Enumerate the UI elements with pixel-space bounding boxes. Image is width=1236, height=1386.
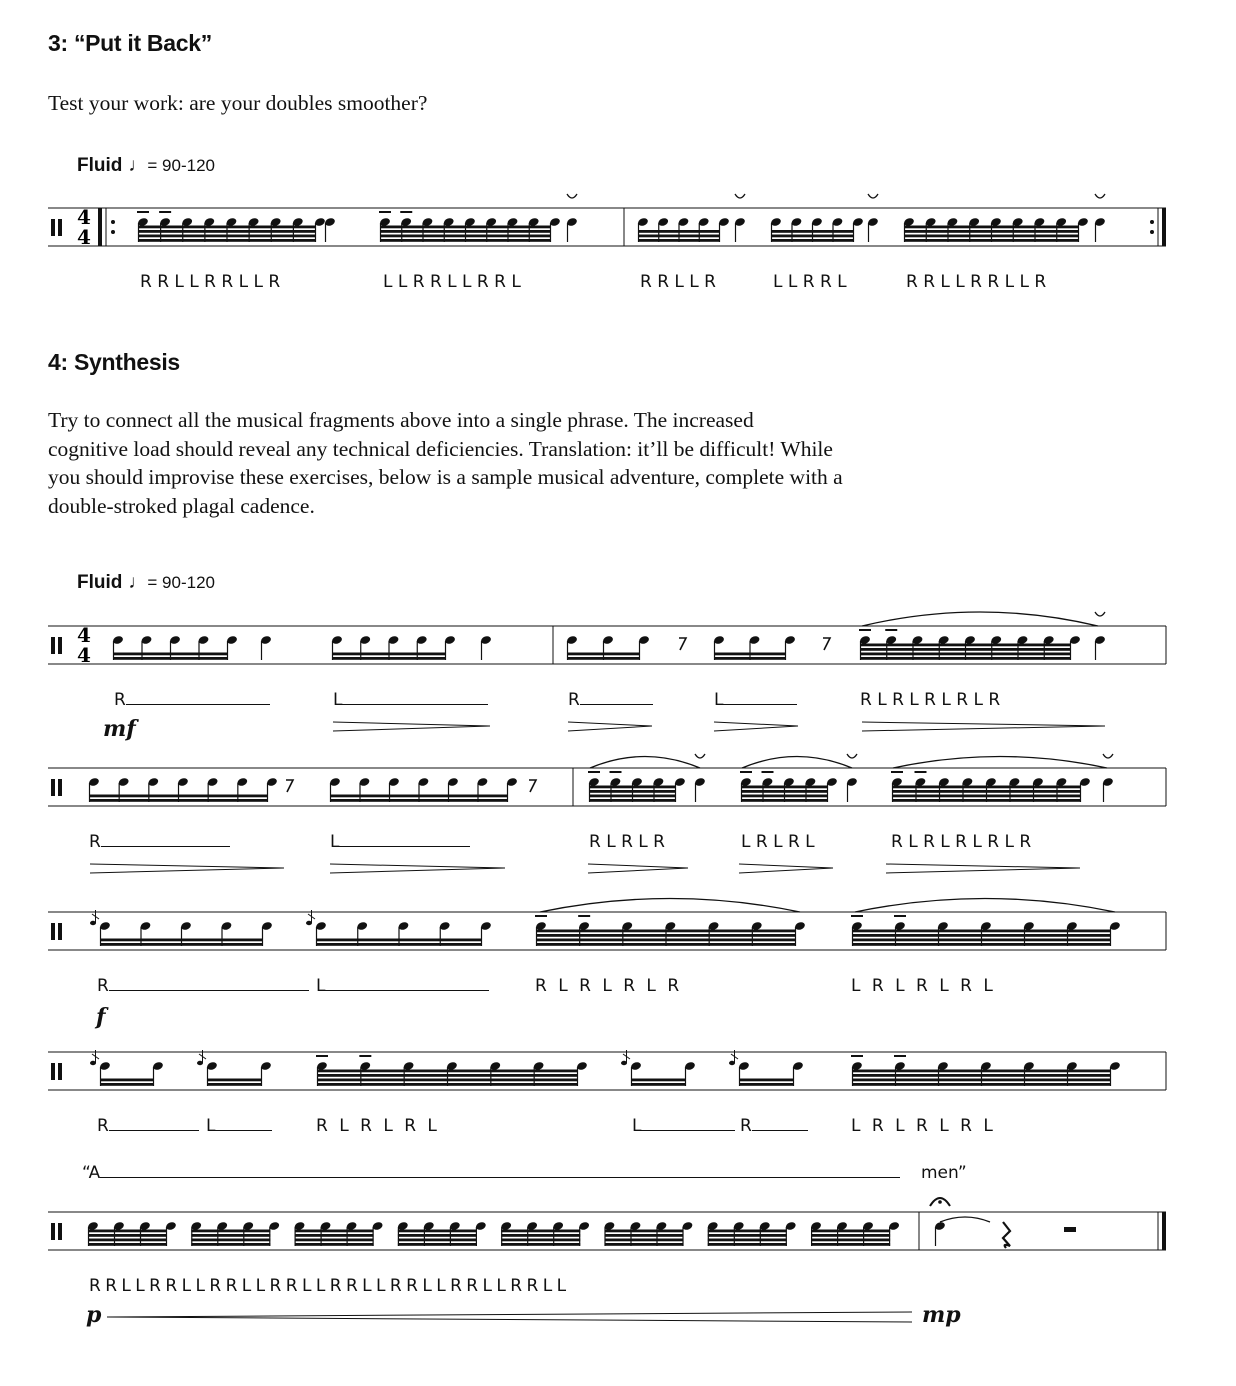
beam <box>852 1079 1111 1082</box>
final-barline <box>1158 1212 1166 1250</box>
beam <box>904 239 1079 242</box>
beam <box>771 230 854 233</box>
beam <box>589 795 676 798</box>
beam <box>295 1234 374 1237</box>
beam <box>501 1239 580 1242</box>
beam <box>860 644 1071 647</box>
sticking-extended: L <box>316 976 489 996</box>
beam <box>89 799 268 802</box>
beam <box>536 934 796 937</box>
beam <box>88 1230 167 1233</box>
beam <box>638 230 720 233</box>
beam <box>380 226 551 229</box>
beam <box>207 1079 262 1082</box>
beam <box>739 1079 794 1082</box>
paragraph-line: double-stroked plagal cadence. <box>48 494 315 519</box>
beam <box>88 1243 167 1246</box>
beam <box>860 653 1071 656</box>
decrescendo-hairpin <box>588 864 688 873</box>
time-signature-bottom: 4 <box>77 643 91 667</box>
percussion-clef-icon <box>51 1223 62 1240</box>
breath-mark <box>868 194 878 198</box>
beam <box>317 1070 578 1073</box>
beam <box>138 239 316 242</box>
eighth-rest <box>823 638 830 650</box>
lyric-start: “A <box>82 1163 900 1183</box>
beam <box>852 934 1111 937</box>
tempo-value: = 90-120 <box>147 573 215 592</box>
notes-group <box>90 910 1121 946</box>
fermata-icon <box>930 1198 950 1206</box>
beam <box>316 939 482 942</box>
beam <box>567 653 640 656</box>
slur <box>855 899 1115 913</box>
lyric-end: men” <box>921 1163 967 1183</box>
beam <box>852 1083 1111 1086</box>
beam <box>317 1083 578 1086</box>
system-1-staff <box>0 600 1236 740</box>
beam <box>771 239 854 242</box>
sticking: L L R R L L R R L <box>383 272 521 292</box>
sticking: R L R L R L <box>316 1116 436 1136</box>
decrescendo-hairpin <box>739 864 833 873</box>
slur <box>540 899 800 913</box>
notes-group <box>87 1221 946 1246</box>
sticking-extended: R <box>568 690 653 710</box>
beam <box>589 786 676 789</box>
eighth-rest <box>286 780 293 792</box>
notes-group <box>90 1050 1121 1086</box>
percussion-clef-icon <box>51 1063 62 1080</box>
beam <box>860 648 1071 651</box>
beam <box>536 939 796 942</box>
beam <box>332 653 446 656</box>
beam <box>605 1239 684 1242</box>
notes-group <box>112 612 1106 660</box>
sticking-extended: L <box>330 832 470 852</box>
beam <box>317 1079 578 1082</box>
sticking-extended: R <box>740 1116 808 1136</box>
paragraph-line: cognitive load should reveal any technical deficiencies. Translation: it’ll be difficult! While <box>48 436 833 461</box>
sticking: R R L L R R L L R R L L R R L L R R L L R R L L R R L L R R L L <box>89 1276 567 1296</box>
beam <box>380 239 551 242</box>
beam <box>631 1079 686 1082</box>
beam <box>852 943 1111 946</box>
beam <box>904 230 1079 233</box>
beam <box>589 799 676 802</box>
tie <box>940 1217 990 1222</box>
time-signature-bottom: 4 <box>77 225 91 249</box>
quarter-note-icon: ♩ <box>128 572 148 593</box>
beam <box>191 1230 270 1233</box>
sticking: L R L R L R L <box>851 976 992 996</box>
beam <box>852 939 1111 942</box>
sticking-extended: L <box>206 1116 272 1136</box>
beam <box>191 1239 270 1242</box>
breath-mark <box>1103 754 1113 758</box>
beam <box>904 235 1079 238</box>
percussion-clef-icon <box>51 219 62 236</box>
beam <box>860 657 1071 660</box>
beam <box>100 943 263 946</box>
section-3-tempo <box>77 155 215 177</box>
beam <box>398 1243 477 1246</box>
beam <box>892 790 1081 793</box>
beam <box>589 790 676 793</box>
beam <box>811 1243 890 1246</box>
eighth-rest <box>679 638 686 650</box>
tempo-value: = 90-120 <box>147 156 215 175</box>
decrescendo-hairpin <box>330 864 505 873</box>
sticking-extended: R <box>114 690 270 710</box>
crescendo-hairpin <box>107 1312 912 1322</box>
beam <box>741 799 828 802</box>
beam <box>113 657 228 660</box>
decrescendo-hairpin <box>90 864 284 873</box>
beam <box>567 657 640 660</box>
sticking-extended: L <box>714 690 797 710</box>
time-signature-top: 4 <box>77 205 91 229</box>
beam <box>501 1230 580 1233</box>
beam <box>113 653 228 656</box>
quarter-rest-icon <box>1003 1222 1010 1248</box>
beam <box>88 1239 167 1242</box>
beam <box>708 1239 787 1242</box>
beam <box>138 226 316 229</box>
dynamic-marking: p <box>86 1302 102 1328</box>
tempo-word: Fluid <box>77 572 123 593</box>
repeat-end-barline <box>1150 208 1166 246</box>
slur <box>590 757 700 769</box>
beam <box>330 795 508 798</box>
sticking: R L R L R L R <box>535 976 678 996</box>
decrescendo-hairpin <box>568 722 652 731</box>
sticking: R R L L R R L L R <box>906 272 1047 292</box>
beam <box>398 1234 477 1237</box>
beam <box>708 1230 787 1233</box>
beam <box>100 1083 154 1086</box>
breath-mark <box>1095 194 1105 198</box>
section-3-heading: 3: “Put it Back” <box>48 30 212 56</box>
eighth-rest <box>529 780 536 792</box>
beam <box>708 1243 787 1246</box>
breath-mark <box>735 194 745 198</box>
slur <box>893 757 1107 769</box>
beam <box>536 943 796 946</box>
beam <box>501 1234 580 1237</box>
beam <box>100 939 263 942</box>
beam <box>330 799 508 802</box>
decrescendo-hairpin <box>714 722 798 731</box>
paragraph-line: you should improvise these exercises, below is a sample musical adventure, complete with a <box>48 465 843 490</box>
beam <box>852 1074 1111 1077</box>
percussion-clef-icon <box>51 779 62 796</box>
beam <box>88 1234 167 1237</box>
section-3-paragraph: Test your work: are your doubles smoother? <box>48 91 428 115</box>
beam <box>811 1234 890 1237</box>
paragraph-line: Try to connect all the musical fragments above into a single phrase. The increased <box>48 408 754 432</box>
beam <box>852 930 1111 933</box>
beam <box>380 230 551 233</box>
beam <box>100 1079 154 1082</box>
breath-mark <box>567 194 577 198</box>
beam <box>398 1230 477 1233</box>
section-4-paragraph <box>48 406 948 521</box>
sticking-extended: R <box>89 832 230 852</box>
beam <box>892 795 1081 798</box>
percussion-clef-icon <box>51 637 62 654</box>
dynamic-marking: f <box>96 1004 106 1030</box>
beam <box>295 1239 374 1242</box>
system-5-staff <box>0 1185 1236 1330</box>
sticking-extended: R <box>97 1116 199 1136</box>
beam <box>714 657 786 660</box>
beam <box>714 653 786 656</box>
notes-group <box>88 754 1114 802</box>
slur <box>862 612 1098 626</box>
beam <box>332 657 446 660</box>
breath-mark <box>1095 612 1105 616</box>
section-3-staff <box>0 190 1236 260</box>
dynamic-marking: mp <box>922 1302 961 1328</box>
section-4-heading: 4: Synthesis <box>48 349 180 375</box>
beam <box>852 1070 1111 1073</box>
repeat-start-barline <box>98 208 115 246</box>
slur <box>742 757 852 769</box>
beam <box>741 790 828 793</box>
beam <box>771 235 854 238</box>
tempo-word: Fluid <box>77 155 123 176</box>
sticking-extended: L <box>632 1116 735 1136</box>
beam <box>741 786 828 789</box>
beam <box>398 1239 477 1242</box>
section-4-tempo <box>77 572 215 594</box>
beam <box>536 930 796 933</box>
beam <box>380 235 551 238</box>
beam <box>191 1243 270 1246</box>
sticking: L R L R L <box>741 832 815 852</box>
beam <box>892 786 1081 789</box>
percussion-clef-icon <box>51 923 62 940</box>
dynamic-marking: mf <box>103 716 136 742</box>
system-3-staff <box>0 890 1236 1040</box>
half-rest-icon <box>1064 1227 1076 1232</box>
decrescendo-hairpin <box>862 722 1105 731</box>
beam <box>631 1083 686 1086</box>
sticking: R L R L R L R L R <box>891 832 1032 852</box>
beam <box>295 1230 374 1233</box>
beam <box>138 230 316 233</box>
beam <box>191 1234 270 1237</box>
beam <box>892 799 1081 802</box>
beam <box>811 1239 890 1242</box>
beam <box>708 1234 787 1237</box>
sticking-extended: R <box>97 976 309 996</box>
beam <box>638 239 720 242</box>
breath-mark <box>695 754 705 758</box>
sticking: L L R R L <box>773 272 847 292</box>
decrescendo-hairpin <box>886 864 1080 873</box>
beam <box>317 1074 578 1077</box>
sticking-extended: L <box>333 690 488 710</box>
beam <box>316 943 482 946</box>
time-signature-top: 4 <box>77 623 91 647</box>
sticking: L R L R L R L <box>851 1116 992 1136</box>
sticking: R R L L R R L L R <box>140 272 281 292</box>
decrescendo-hairpin <box>333 722 490 731</box>
beam <box>605 1243 684 1246</box>
notes-group <box>137 194 1106 242</box>
quarter-note-icon: ♩ <box>128 155 148 176</box>
beam <box>811 1230 890 1233</box>
beam <box>741 795 828 798</box>
beam <box>89 795 268 798</box>
beam <box>138 235 316 238</box>
system-2-staff <box>0 745 1236 885</box>
beam <box>739 1083 794 1086</box>
breath-mark <box>847 754 857 758</box>
sticking: R L R L R L R L R <box>860 690 1001 710</box>
sticking: R R L L R <box>640 272 716 292</box>
beam <box>605 1230 684 1233</box>
beam <box>207 1083 262 1086</box>
beam <box>904 226 1079 229</box>
beam <box>605 1234 684 1237</box>
beam <box>295 1243 374 1246</box>
beam <box>638 235 720 238</box>
sticking: R L R L R <box>589 832 665 852</box>
beam <box>501 1243 580 1246</box>
